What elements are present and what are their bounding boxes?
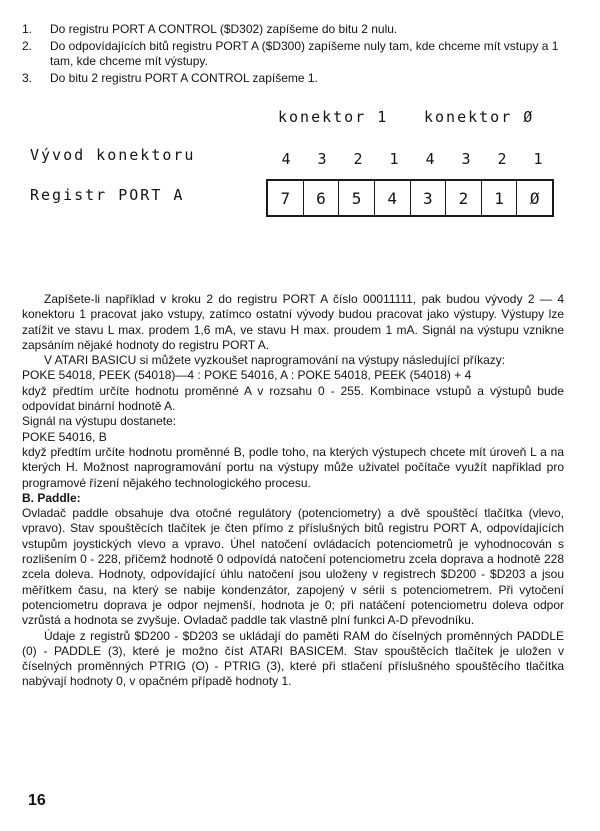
pin-number: 1	[389, 150, 399, 168]
step-text: Do registru PORT A CONTROL ($D302) zapíšeme do bitu 2 nulu.	[50, 22, 398, 36]
register-bit: 6	[304, 181, 340, 215]
register-bit: 7	[268, 181, 304, 215]
numbered-steps	[22, 22, 582, 88]
step-number: 3.	[22, 71, 33, 85]
code-line: POKE 54016, B	[22, 429, 107, 444]
pin-number: 3	[461, 150, 471, 168]
register-bit: 4	[375, 181, 411, 215]
pin-number: 2	[497, 150, 507, 168]
register-bit: Ø	[529, 188, 540, 208]
port-a-connector-diagram	[0, 108, 600, 218]
register-bit: 5	[339, 181, 375, 215]
register-bit: 1	[482, 181, 518, 215]
pin-number: 4	[425, 150, 435, 168]
register-bit: 3	[411, 181, 447, 215]
pin-number: 3	[317, 150, 327, 168]
step-item	[22, 71, 582, 86]
pin-number: 1	[533, 150, 543, 168]
section-heading: B. Paddle:	[22, 490, 81, 505]
step-number: 1.	[22, 22, 33, 36]
register-bit: 2	[446, 181, 482, 215]
step-text: Do bitu 2 registru PORT A CONTROL zapíšeme 1.	[50, 71, 318, 85]
register-bits-box	[266, 179, 554, 217]
connector-1-heading: konektor 1	[278, 108, 389, 126]
code-line: POKE 54018, PEEK (54018)—4 : POKE 54016, A : POKE 54018, PEEK (54018) + 4	[22, 368, 472, 383]
page-number: 16	[28, 792, 46, 809]
paragraph: když předtím určíte hodnotu proměnné A v rozsahu 0 - 255. Kombinace vstupů a výstupů bude odpovídat binární hodnotě A.	[22, 383, 564, 414]
step-item	[22, 22, 582, 37]
step-number: 2.	[22, 39, 33, 53]
paragraph: Ovladač paddle obsahuje dva otočné regulátory (potenciometry) a dvě spouštěcí tlačítka (vlevo, vpravo). Stav spouštěcích tlačítek je čten přímo z příslušných bitů registru PORT A, odpovídajících vstupům joystických vlevo a vpravo. Úhel natočení ovládacích potenciometrů je vyhodnocován s rozlišením 0 - 228, přičemž hodnotě 0 odpovídá natočení potenciometru zcela doprava a hodnotě 228 zcela doleva. Hodnoty, odpovídající úhlu natočení jsou uloženy v registrech $D200 - $D203 a jsou měřítkem času, na který se nabije kondenzátor, zapojený v sérii s potenciometrem. Při vytočení potenciometru doprava je odpor nejmenší, hodnota je 0; při natáčení potenciometru doleva odpor vzrůstá a hodnota se zvyšuje. Ovladač paddle tak vlastně plní funkci A-D převodníku.	[22, 506, 564, 628]
paragraph: Údaje z registrů $D200 - $D203 se ukládají do paměti RAM do číselných proměnných PADDLE (0) - PADDLE (3), které je možno číst ATARI BASICEM. Stav spouštěcích tlačítek je uložen v číselných proměnných PTRIG (O) - PTRIG (3), které při stlačení příslušného spouštěcího tlačítka nabývají hodnoty 0, v opačném případě hodnoty 1.	[22, 628, 564, 689]
paragraph: V ATARI BASICU si můžete vyzkoušet naprogramování na výstupy následující příkazy:	[44, 353, 506, 368]
pin-number: 2	[353, 150, 363, 168]
paragraph: Signál na výstupu dostanete:	[22, 414, 177, 429]
pin-row-label: Vývod konektoru	[30, 146, 196, 164]
paragraph: když předtím určíte hodnotu proměnné B, podle toho, na kterých výstupech chcete mít úroveň L a na kterých H. Možnost naprogramování portu na výstupy může uživatel počítače využít například pro programové řízení nějakého technologického procesu.	[22, 444, 564, 490]
paragraph: Zapíšete-li například v kroku 2 do registru PORT A číslo 00011111, pak budou vývody 2 — 4 konektoru 1 pracovat jako vstupy, zatímco ostatní vývody budou pracovat jako výstupy. Výstupy lze zatížit ve stavu L max. prodem 1,6 mA, ve stavu H max. proudem 1 mA. Signál na výstupu vznikne zapsáním nějaké hodnoty do registru PORT A.	[22, 292, 564, 352]
step-item	[22, 39, 582, 69]
body-text	[22, 292, 564, 690]
connector-0-heading: konektor Ø	[424, 108, 535, 126]
pin-number: 4	[281, 150, 291, 168]
step-text: Do odpovídajících bitů registru PORT A ($D300) zapíšeme nuly tam, kde chceme mít vstupy a 1 tam, kde chceme mít výstupy.	[50, 39, 559, 68]
register-row-label: Registr PORT A	[30, 186, 185, 204]
